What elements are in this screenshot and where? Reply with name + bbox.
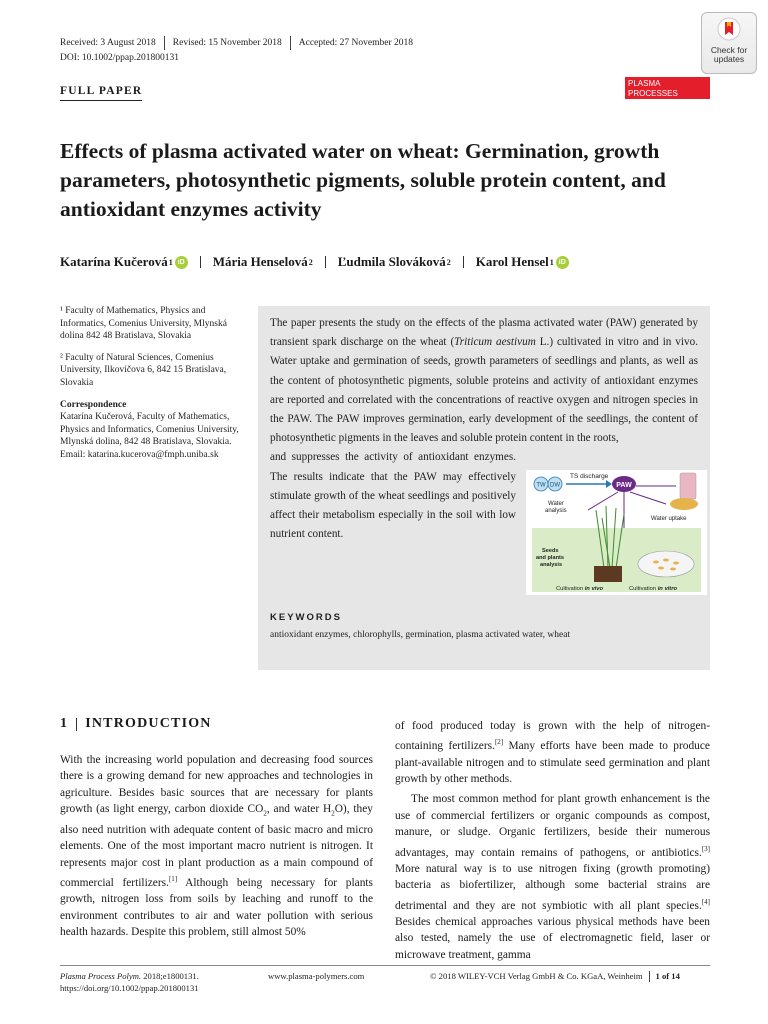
water-analysis-label-2: analysis (545, 508, 567, 514)
paragraph: of food produced today is grown with the help of nitrogen-containing fertilizers.[2] Many efforts have been made to produce plant-available nitrogen and to stimulate seed germination and plant growth by other methods. (395, 720, 710, 786)
footer-rule (60, 965, 710, 966)
citation-link[interactable]: [4] (701, 897, 710, 906)
keywords-heading: KEYWORDS (270, 612, 342, 623)
paragraph: With the increasing world population and decreasing food sources there is a growing demand for new approaches and technologies in agriculture. Besides basic sources that are necessary for plants growth (as light energy, carbon dioxide $CO_2$, and water $H_2O$), they also need nutrition with adequate content of basic macro and micro elements. One of the most important macro nutrient is nitrogen. It represents major cost in plant production as a main compound of commercial fertilizers.[1] Although being necessary for plants growth, nitrogen loss from soils by leaching and runoff to the environment contributes to air and water pollution with serious health hazards. Despite this problem, still almost 50% (60, 754, 374, 939)
journal-abbrev: Plasma Process Polym. (60, 971, 142, 981)
author-name: Karol Hensel (475, 254, 549, 269)
author[interactable] (338, 254, 451, 270)
section-number: 1 (60, 716, 69, 731)
orcid-icon[interactable]: iD (175, 256, 188, 269)
affiliation: ¹ Faculty of Mathematics, Physics and Informatics, Comenius University, Mlynská dolina 842 48 Bratislava, Slovakia (60, 306, 227, 342)
graphical-abstract (526, 470, 707, 595)
citation-link[interactable]: [2] (494, 738, 504, 747)
paw-label: PAW (616, 482, 632, 489)
author[interactable] (476, 254, 569, 270)
divider (463, 256, 464, 268)
affiliation: ² Faculty of Natural Sciences, Comenius University, Ilkovičova 6, 842 15 Bratislava, Slovakia (60, 352, 227, 388)
species-name: Triticum aestivum (454, 336, 536, 349)
dw-label: DW (550, 482, 560, 489)
citation-link[interactable]: [1] (168, 875, 178, 884)
history-dates (60, 36, 413, 50)
check-updates-label-2: updates (713, 54, 745, 64)
divider (649, 971, 650, 982)
article-title: Effects of plasma activated water on wheat: Germination, growth parameters, photosynthetic pigments, soluble protein content, and antioxidant enzymes activity (60, 139, 666, 221)
revised-date: Revised: 15 November 2018 (172, 38, 282, 48)
abstract-text-continued: and suppresses the activity of antioxidant enzymes. The results indicate that the PAW may effectively stimulate growth of the wheat seedlings and positively affect their metabolism especially in the soil with low nutrient content. (270, 451, 516, 541)
keywords-text: antioxidant enzymes, chlorophylls, germination, plasma activated water, wheat (270, 630, 571, 640)
orcid-icon[interactable]: iD (556, 256, 569, 269)
water-uptake-label: Water uptake (651, 516, 687, 522)
footer-doi-link[interactable]: https://doi.org/10.1002/ppap.201800131 (60, 983, 199, 993)
paragraph: The most common method for plant growth enhancement is the use of commercial fertilizers or organic compounds as compost, manure, or sludge. Organic fertilizers, beside their numerous advantages, may contain remains of pathogens, or antibiotics.[3] More natural way is to use nitrogen fixing (growth promoting) bacteria as biofertilizer, although some bacterial strains are detrimental and they are not symbiotic with all plant species.[4] Besides chemical approaches various physical methods have been also tested, namely the use of electromagnetic field, laser or microwave treatment, gamma (395, 793, 710, 961)
svg-text:Cultivation in vivo: Cultivation in vivo (556, 586, 604, 592)
water-analysis-label: Water (548, 501, 564, 507)
section-heading (60, 716, 212, 732)
tw-label: TW (536, 482, 546, 489)
affiliation-marker: 2 (308, 257, 313, 267)
section-title: INTRODUCTION (85, 716, 212, 731)
footer-citation: Plasma Process Polym. 2018;e1800131. https://doi.org/10.1002/ppap.201800131 (60, 971, 199, 993)
journal-name-line2: AND POLYMERS (628, 98, 691, 107)
divider (290, 36, 291, 50)
intro-column-left (60, 752, 373, 941)
divider (164, 36, 165, 50)
seeds-label: Seeds (542, 548, 559, 554)
affiliation-marker: 1 (549, 257, 554, 267)
affiliations-panel (60, 305, 250, 462)
journal-logo (625, 77, 710, 107)
author[interactable] (60, 254, 188, 270)
author[interactable] (213, 254, 313, 270)
author-list (60, 254, 740, 270)
seeds-label-2: and plants (536, 555, 564, 561)
abstract-text: The paper presents the study on the effects of the plasma activated water (PAW) generated by transient spark discharge on the wheat (Triticum aestivum L.) cultivated in vitro and in vivo. Water uptake and germination of seeds, growth parameters of seedlings and plants, as well as the content of photosynthetic pigments, soluble proteins and activity of antioxidant enzymes are reported and correlated with the concentrations of reactive oxygen and nitrogen species in the PAW. The PAW improves germination, early development of the seedlings, the content of photosynthetic pigments in the leaves and soluble protein content in the roots, (270, 317, 698, 445)
footer-copyright (430, 970, 680, 982)
check-updates-label: Check for (710, 45, 748, 55)
article-type: FULL PAPER (60, 85, 142, 101)
divider (76, 718, 77, 731)
divider (200, 256, 201, 268)
ts-discharge-label: TS discharge (570, 473, 609, 480)
affiliation-marker: 1 (168, 257, 173, 267)
abstract-box (258, 306, 710, 670)
affiliation-marker: 2 (446, 257, 451, 267)
accepted-date: Accepted: 27 November 2018 (298, 38, 413, 48)
graphical-abstract-image (526, 470, 707, 595)
author-name: Ľudmila Slováková (337, 254, 446, 269)
divider (325, 256, 326, 268)
intro-column-right (395, 718, 710, 963)
author-name: Mária Henselová (212, 254, 308, 269)
author-name: Katarína Kučerová (60, 254, 168, 269)
citation-link[interactable]: [3] (701, 844, 710, 853)
bookmark-icon (717, 17, 741, 41)
correspondence-heading: Correspondence (60, 399, 127, 410)
seeds-label-3: analysis (540, 562, 563, 568)
svg-text:Cultivation in vitro: Cultivation in vitro (629, 586, 678, 592)
correspondence-text: Katarína Kučerová, Faculty of Mathematics, Physics and Informatics, Comenius University, Mlynská dolina, 842 48 Bratislava, Slovakia. (60, 412, 239, 448)
copyright-text: © 2018 WILEY-VCH Verlag GmbH & Co. KGaA, Weinheim (430, 971, 643, 981)
check-for-updates-button[interactable] (701, 12, 757, 74)
journal-website-link[interactable]: www.plasma-polymers.com (268, 971, 365, 981)
journal-name-line1: PLASMA PROCESSES (628, 79, 678, 98)
correspondence-email[interactable]: Email: katarina.kucerova@fmph.uniba.sk (60, 449, 219, 460)
received-date: Received: 3 August 2018 (60, 38, 156, 48)
page-number: 1 of 14 (655, 971, 680, 981)
doi[interactable]: DOI: 10.1002/ppap.201800131 (60, 53, 180, 63)
